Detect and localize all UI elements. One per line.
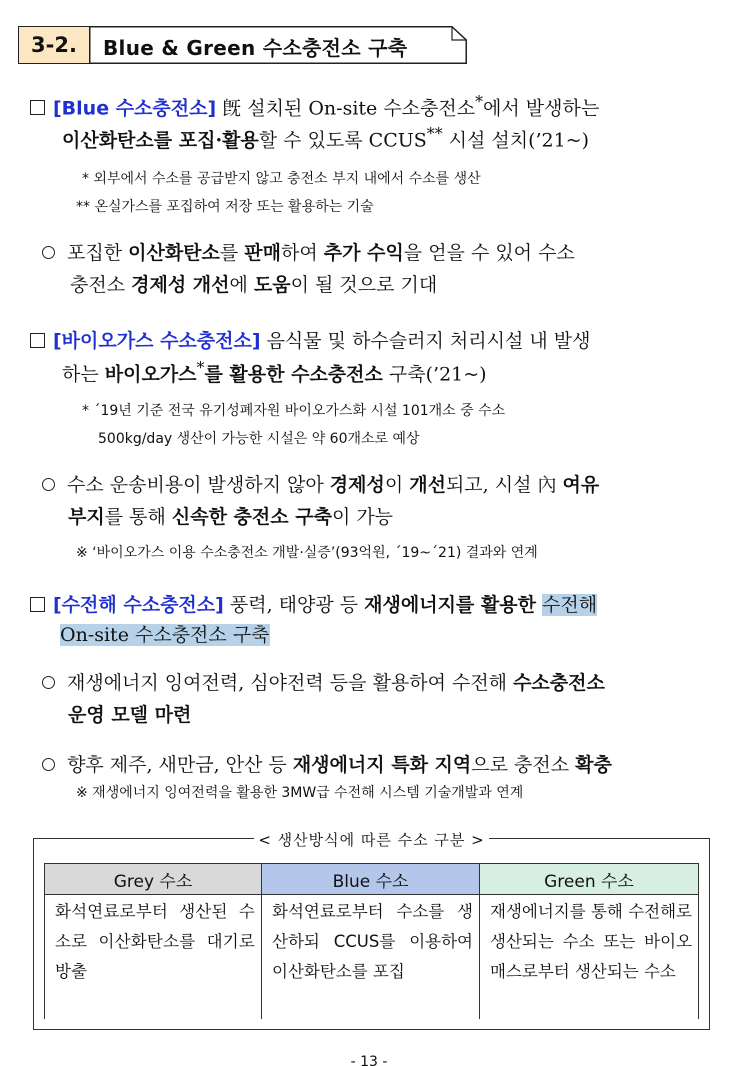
footnote-mark: * xyxy=(475,92,484,111)
bio-heading-line2: 하는 바이오가스*를 활용한 수소충전소 구축(’21~) xyxy=(62,358,487,386)
page-number: - 13 - xyxy=(350,1054,388,1066)
hydrogen-type-table-frame xyxy=(33,831,710,1030)
circle-bullet-icon xyxy=(42,478,55,491)
blue-heading-line2 xyxy=(62,124,589,152)
footnote-mark: * xyxy=(196,358,205,377)
footnote-mark: ** xyxy=(426,124,443,143)
highlight-text: 수전해 xyxy=(542,594,598,616)
blue-l2-bold: 이산화탄소를 포집·활용 xyxy=(62,129,259,152)
blue-note-1: * 외부에서 수소를 공급받지 않고 충전소 부지 내에서 수소를 생산 xyxy=(82,171,481,187)
section-header xyxy=(18,26,467,64)
water-bullet-2: 향후 제주, 새만금, 안산 등 재생에너지 특화 지역으로 충전소 확충 xyxy=(42,750,612,777)
bio-note-line1: * ´19년 기준 전국 유기성폐자원 바이오가스화 시설 101개소 중 수소 xyxy=(82,403,506,419)
blue-bullet-1-line2: 충전소 경제성 개선에 도움이 될 것으로 기대 xyxy=(70,274,438,296)
circle-bullet-icon xyxy=(42,758,55,771)
water-reference-note: ※ 재생에너지 잉여전력을 활용한 3MW급 수전해 시스템 기술개발과 연계 xyxy=(76,785,524,801)
section-number: 3-2. xyxy=(18,26,90,64)
water-bullet-1-line1: 재생에너지 잉여전력, 심야전력 등을 활용하여 수전해 수소충전소 xyxy=(42,668,605,695)
checkbox-square-icon xyxy=(30,100,45,115)
blue-heading-line1 xyxy=(30,92,599,120)
bio-note-line2: 500kg/day 생산이 가능한 시설은 약 60개소로 예상 xyxy=(98,431,420,447)
blue-l1-text-b: 에서 발생하는 xyxy=(483,97,600,120)
blue-l2-end: 시설 설치(’21~) xyxy=(442,129,590,152)
water-heading-line2 xyxy=(60,620,270,647)
checkbox-square-icon xyxy=(30,597,45,612)
cell-green: 재생에너지를 통해 수전해로 생산되는 수소 또는 바이오매스로부터 생산되는 수소 xyxy=(480,895,699,1019)
header-blue: Blue 수소 xyxy=(262,864,480,895)
bio-tag: [바이오가스 수소충전소] xyxy=(53,330,261,352)
water-tag: [수전해 수소충전소] xyxy=(53,594,224,616)
blue-l1-text: 旣 설치된 On-site 수소충전소 xyxy=(216,97,476,120)
circle-bullet-icon xyxy=(42,676,55,689)
bio-bullet-1-line1: 수소 운송비용이 발생하지 않아 경제성이 개선되고, 시설 內 여유 xyxy=(42,470,599,497)
water-bullet-1-line2: 운영 모델 마련 xyxy=(68,704,192,726)
header-green: Green 수소 xyxy=(480,864,699,895)
blue-l2-text: 할 수 있도록 CCUS xyxy=(258,129,427,152)
hydrogen-type-table xyxy=(44,863,699,1019)
bio-bullet-1-line2: 부지를 통해 신속한 충전소 구축이 가능 xyxy=(68,506,394,528)
table-caption: < 생산방식에 따른 수소 구분 > xyxy=(34,829,709,850)
header-grey: Grey 수소 xyxy=(45,864,262,895)
highlight-text: On-site 수소충전소 구축 xyxy=(60,624,270,646)
section-title-box xyxy=(89,26,467,64)
section-title: Blue & Green 수소충전소 구축 xyxy=(103,36,408,60)
water-heading-line1: [수전해 수소충전소] 풍력, 태양광 등 재생에너지를 활용한 수전해 xyxy=(30,590,597,617)
circle-bullet-icon xyxy=(42,246,55,259)
bio-l1-text: 음식물 및 하수슬러지 처리시설 내 발생 xyxy=(260,330,591,352)
bio-reference-note: ※ ‘바이오가스 이용 수소충전소 개발·실증’(93억원, ´19~´21) 결과와 연계 xyxy=(76,545,538,561)
blue-note-2: ** 온실가스를 포집하여 저장 또는 활용하는 기술 xyxy=(76,199,374,215)
blue-tag: [Blue 수소충전소] xyxy=(53,97,217,120)
cell-blue: 화석연료로부터 수소를 생산하되 CCUS를 이용하여 이산화탄소를 포집 xyxy=(262,895,480,1019)
blue-bullet-1-line1: 포집한 이산화탄소를 판매하여 추가 수익을 얻을 수 있어 수소 xyxy=(42,238,575,265)
checkbox-square-icon xyxy=(30,333,45,348)
cell-grey: 화석연료로부터 생산된 수소로 이산화탄소를 대기로 방출 xyxy=(45,895,262,1019)
bio-heading-line1 xyxy=(30,326,590,353)
